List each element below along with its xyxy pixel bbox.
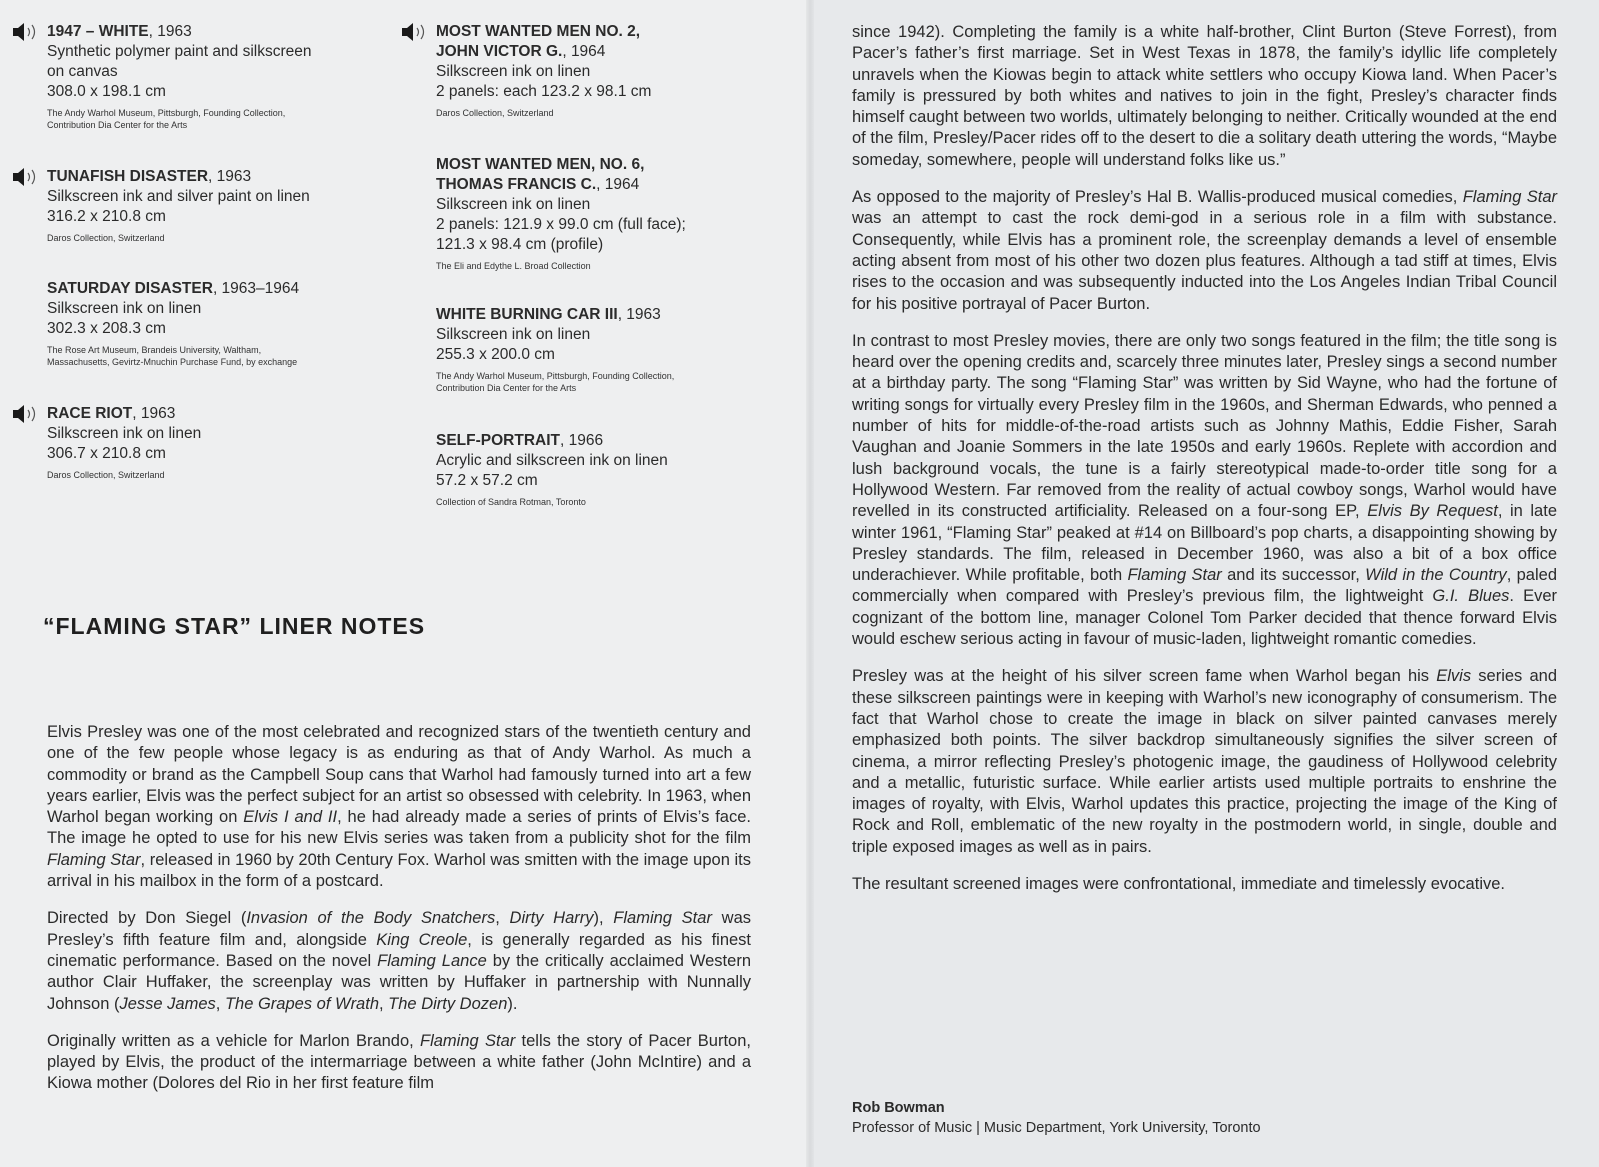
artwork-credit: Daros Collection, Switzerland (47, 470, 165, 480)
artwork-dimensions: 255.3 x 200.0 cm (436, 346, 555, 363)
author-signature (852, 1098, 1261, 1138)
artwork-year: , 1963 (617, 306, 661, 323)
author-name: Rob Bowman (852, 1100, 945, 1116)
artwork-entry (47, 279, 407, 368)
artwork-credit: The Andy Warhol Museum, Pittsburgh, Founding Collection, (47, 108, 286, 118)
artwork-title: TUNAFISH DISASTER (47, 168, 209, 185)
artwork-credit: The Rose Art Museum, Brandeis University, Waltham, (47, 345, 262, 355)
artwork-credit: Daros Collection, Switzerland (436, 108, 554, 118)
artwork-medium: Silkscreen ink on linen (436, 196, 591, 213)
artwork-title: THOMAS FRANCIS C. (436, 176, 597, 193)
artwork-year: , 1964 (596, 176, 640, 193)
artwork-dimensions: 121.3 x 98.4 cm (profile) (436, 236, 604, 253)
paragraph: since 1942). Completing the family is a white half-brother, Clint Burton (Steve Forrest), from Pacer’s father’s first marriage. Set in West Texas in 1878, the family’s idyllic life completely unravels when the Kiowas begin to attack white settlers who occupy Kiowa land. When Pacer’s family is pressured by both whites and natives to join in the fight, Presley’s character finds himself caught between two worlds, ultimately belonging to neither. Critically wounded at the end of the film, Presley/Pacer rides off to the desert to die a solitary death uttering the words, “Maybe someday, somewhere, people will understand folks like us.” (852, 23, 1557, 169)
page-fold (806, 0, 814, 1167)
artwork-entry (47, 22, 407, 131)
artwork-title: MOST WANTED MEN NO. 2, (436, 23, 641, 40)
artwork-dimensions: 2 panels: 121.9 x 99.0 cm (full face); (436, 216, 686, 233)
artwork-medium: on canvas (47, 63, 118, 80)
artwork-entry (436, 431, 796, 508)
artwork-year: , 1963 (148, 23, 192, 40)
paragraph: Elvis Presley was one of the most celebrated and recognized stars of the twentieth century and one of the few people whose legacy is as enduring as that of Andy Warhol. As much a commodity or brand as the Campbell Soup cans that Warhol had famously turned into art a few years earlier, Elvis was the perfect subject for an artist so obsessed with celebrity. In 1963, when Warhol began working on Elvis I and II, he had already made a series of prints of Elvis’s face. The image he opted to use for his new Elvis series was taken from a publicity shot for the film Flaming Star, released in 1960 by 20th Century Fox. Warhol was smitten with the image upon its arrival in his mailbox in the form of a postcard. (47, 723, 751, 891)
artwork-credit: Contribution Dia Center for the Arts (47, 120, 188, 130)
artwork-dimensions: 316.2 x 210.8 cm (47, 208, 166, 225)
paragraph: In contrast to most Presley movies, there are only two songs featured in the film; the title song is heard over the opening credits and, scarcely three minutes later, Presley sings a second number at a birthday party. The song “Flaming Star” was written by Sid Wayne, who had the fortune of writing songs for virtually every Presley film in the 1960s, and Sherman Edwards, who penned a number of hits for middle-of-the-road artists such as Johnny Mathis, Eddie Fisher, Sarah Vaughan and Joanie Sommers in the late 1950s and early 1960s. Replete with accordion and lush background vocals, the tune is a fairly stereotypical made-to-order title song for a Hollywood Western. Far removed from the reality of actual cowboy songs, Warhol would have revelled in its constructed artificiality. Released on a four-song EP, Elvis By Request, in late winter 1961, “Flaming Star” peaked at #14 on Billboard’s pop charts, a disappointing showing by Presley standards. The film, released in December 1960, was also a bit of a box office underachiever. While profitable, both Flaming Star and its successor, Wild in the Country, paled commercially when compared with Presley’s previous film, the lightweight G.I. Blues. Ever cognizant of the bottom line, manager Colonel Tom Parker decided that thence forward Elvis would eschew serious acting in favour of music-laden, lightweight romantic comedies. (852, 331, 1557, 649)
speaker-icon[interactable] (11, 404, 41, 424)
paragraph: The resultant screened images were confrontational, immediate and timelessly evocative. (852, 874, 1505, 893)
paragraph: Originally written as a vehicle for Marlon Brando, Flaming Star tells the story of Pacer Burton, played by Elvis, the product of the intermarriage between a white father (John McIntire) and a Kiowa mother (Dolores del Rio in her first feature film (47, 1031, 751, 1093)
artwork-title: RACE RIOT (47, 405, 133, 422)
artwork-medium: Silkscreen ink on linen (47, 300, 202, 317)
artwork-year: , 1963–1964 (212, 280, 300, 297)
artwork-dimensions: 57.2 x 57.2 cm (436, 472, 538, 489)
artwork-credit: The Eli and Edythe L. Broad Collection (436, 261, 591, 271)
artwork-title: WHITE BURNING CAR III (436, 306, 618, 323)
artwork-title: 1947 – WHITE (47, 23, 149, 40)
artwork-credit: Daros Collection, Switzerland (47, 233, 165, 243)
artwork-title: SATURDAY DISASTER (47, 280, 213, 297)
artwork-dimensions: 2 panels: each 123.2 x 98.1 cm (436, 83, 652, 100)
artwork-title: SELF-PORTRAIT (436, 432, 560, 449)
right-body-text (852, 22, 1557, 895)
artwork-entry (47, 167, 407, 244)
artwork-medium: Acrylic and silkscreen ink on linen (436, 452, 668, 469)
paragraph: Directed by Don Siegel (Invasion of the Body Snatchers, Dirty Harry), Flaming Star was Presley’s fifth feature film and, alongside King Creole, is generally regarded as his finest cinematic performance. Based on the novel Flaming Lance by the critically acclaimed Western author Clair Huffaker, the screenplay was written by Huffaker in partnership with Nunnally Johnson (Jesse James, The Grapes of Wrath, The Dirty Dozen). (47, 909, 752, 1013)
artwork-medium: Silkscreen ink on linen (436, 326, 591, 343)
speaker-icon[interactable] (11, 22, 41, 42)
artwork-year: , 1963 (208, 168, 252, 185)
artwork-credit: Collection of Sandra Rotman, Toronto (436, 497, 586, 507)
author-title: Professor of Music | Music Department, York University, Toronto (852, 1120, 1261, 1136)
artwork-credit: Massachusetts, Gevirtz-Mnuchin Purchase Fund, by exchange (47, 357, 298, 367)
paragraph: As opposed to the majority of Presley’s Hal B. Wallis-produced musical comedies, Flaming Star was an attempt to cast the rock demi-god in a serious role in a film with substance. Consequently, while Elvis has a prominent role, the screenplay demands a level of ensemble acting absent from most of his other two dozen plus features. Although a tad stiff at times, Elvis rises to the occasion and was subsequently inducted into the Los Angeles Indian Tribal Council for his positive portrayal of Pacer Burton. (852, 188, 1558, 313)
artwork-year: , 1963 (132, 405, 176, 422)
section-heading: “FLAMING STAR” LINER NOTES (43, 613, 426, 639)
artwork-medium: Silkscreen ink and silver paint on linen (47, 188, 310, 205)
artwork-medium: Synthetic polymer paint and silkscreen (47, 43, 312, 60)
artwork-entry (436, 305, 796, 394)
artwork-entry (436, 22, 796, 119)
artwork-credit: The Andy Warhol Museum, Pittsburgh, Founding Collection, (436, 371, 675, 381)
artwork-entry (436, 155, 796, 272)
artwork-medium: Silkscreen ink on linen (47, 425, 202, 442)
speaker-icon[interactable] (11, 167, 41, 187)
artwork-medium: Silkscreen ink on linen (436, 63, 591, 80)
paragraph: Presley was at the height of his silver screen fame when Warhol began his Elvis series and these silkscreen paintings were in keeping with Warhol’s new iconography of consumerism. The fact that Warhol chose to create the image in black on silver painted canvases merely emphasized both points. The silver backdrop simultaneously signifies the silver screen of cinema, a mirror reflecting Presley’s photogenic image, the gaudiness of Hollywood celebrity and a metallic, futuristic surface. While earlier artists used multiple portraits to enshrine the images of royalty, with Elvis, Warhol updates this practice, projecting the image of the King of Rock and Roll, emblematic of the new royalty in the postmodern world, in single, double and triple exposed images as well as in pairs. (852, 667, 1558, 856)
left-body-text (47, 722, 751, 1095)
speaker-icon[interactable] (400, 22, 430, 42)
artwork-dimensions: 308.0 x 198.1 cm (47, 83, 166, 100)
artwork-title: MOST WANTED MEN, NO. 6, (436, 156, 645, 173)
artwork-entry (47, 404, 407, 481)
artwork-dimensions: 302.3 x 208.3 cm (47, 320, 166, 337)
artwork-year: , 1964 (562, 43, 606, 60)
artwork-dimensions: 306.7 x 210.8 cm (47, 445, 166, 462)
artwork-year: , 1966 (560, 432, 604, 449)
artwork-credit: Contribution Dia Center for the Arts (436, 383, 577, 393)
artwork-title: JOHN VICTOR G. (436, 43, 563, 60)
